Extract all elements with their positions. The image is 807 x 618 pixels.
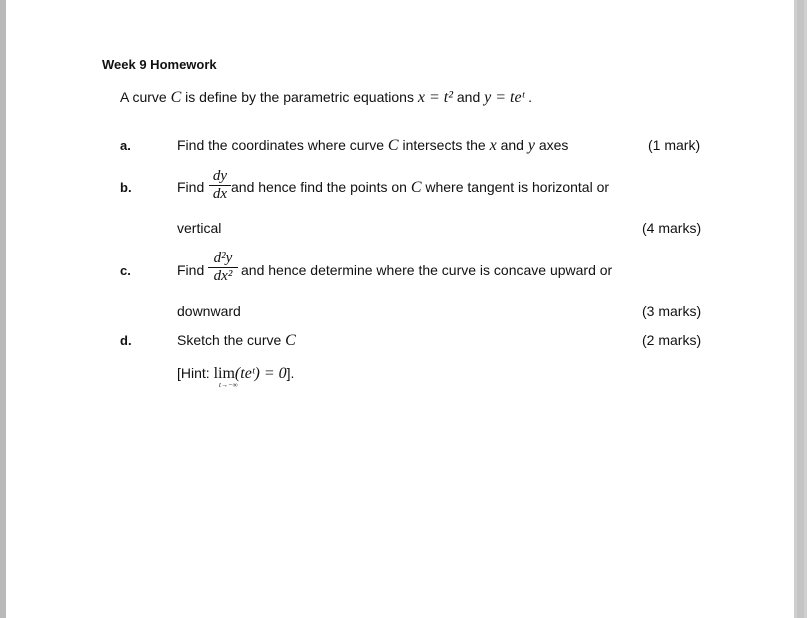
question-b-curve: C [410, 179, 422, 196]
question-a-text [177, 138, 568, 154]
intro-eq-x: x = t² [417, 89, 453, 106]
question-c-continuation: downward [177, 303, 241, 319]
hint-prefix: [Hint: [177, 365, 214, 381]
question-a-text1: Find the coordinates where curve [177, 137, 388, 153]
question-b-numerator: dy [212, 168, 228, 184]
question-b-label: b. [120, 180, 132, 195]
intro-end: . [524, 89, 533, 105]
question-a-and: and [496, 137, 528, 153]
hint-suffix: ]. [286, 365, 295, 381]
intro-mid: is define by the parametric equations [181, 89, 418, 105]
question-b-text [231, 180, 609, 196]
intro-eq-y: y = teᵗ [484, 89, 525, 106]
question-a-text2: intersects the [398, 137, 490, 153]
question-d-text [177, 333, 296, 349]
hint-expression: (teᵗ) = 0 [234, 365, 287, 382]
intro-line [120, 90, 532, 106]
question-c-text1: and hence determine where the curve is concave upward or [241, 262, 613, 278]
question-a-y: y [527, 137, 535, 154]
question-a-x: x [489, 137, 497, 154]
scrollbar-thumb[interactable] [797, 0, 804, 618]
hint-lim-subscript: t→−∞ [219, 381, 238, 389]
question-b-continuation: vertical [177, 220, 222, 236]
question-a-text3: axes [534, 137, 569, 153]
question-c-marks: (3 marks) [642, 303, 702, 319]
intro-and: and [452, 89, 485, 105]
question-a-label: a. [120, 138, 131, 153]
question-d-curve: C [285, 332, 296, 349]
question-b-marks: (4 marks) [642, 220, 702, 236]
question-b-denominator: dx [212, 186, 228, 202]
hint-lim: lim [213, 365, 235, 382]
intro-curve: C [170, 89, 182, 106]
question-d-label: d. [120, 333, 132, 348]
question-c-numerator: d²y [213, 250, 233, 266]
question-c-find: Find [177, 262, 205, 278]
question-b-fraction [209, 169, 231, 202]
intro-prefix: A curve [120, 89, 171, 105]
question-d-marks: (2 marks) [642, 332, 702, 348]
question-c-label: c. [120, 263, 131, 278]
question-a-marks: (1 mark) [648, 137, 701, 153]
question-c-denominator: dx² [213, 268, 233, 284]
question-a-curve: C [387, 137, 399, 154]
question-c-fraction [208, 251, 238, 284]
question-b-text2: where tangent is horizontal or [421, 179, 610, 195]
question-d-text1: Sketch the curve [177, 332, 286, 348]
question-b-find: Find [177, 179, 205, 195]
document-title: Week 9 Homework [102, 57, 217, 72]
question-b-text1: and hence find the points on [231, 179, 411, 195]
question-d-hint [177, 366, 294, 382]
